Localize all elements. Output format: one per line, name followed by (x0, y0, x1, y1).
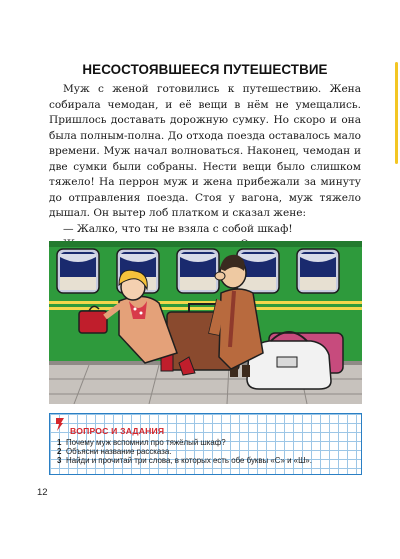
questions-panel (49, 413, 362, 475)
question-item (57, 456, 312, 465)
question-number: 1 (57, 438, 62, 447)
train-platform-illustration (49, 241, 362, 404)
question-text: Почему муж вспомнил про тяжёлый шкаф? (66, 438, 226, 447)
question-number: 2 (57, 447, 62, 456)
story-paragraph: Муж с женой готовились к путешествию. Жена собирала чемодан, и её вещи в нём не умещались. Пришлось доставать дорожную сумку. Но скоро и она была полным-полна. До отхода поезда оставалось мало времени. Муж начал волноваться. Наконец, чемодан и две сумки были собраны. Нести вещи было слишком тяжело! На перрон муж и жена прибежали за минуту до отправления поезда. Стоя у вагона, муж тяжело дышал. Он вытер лоб платком и сказал жене: (49, 83, 361, 220)
story-paragraph: — Жалко, что ты не взяла с собой шкаф! (63, 222, 293, 235)
question-item (57, 447, 171, 456)
question-text: Объясни название рассказа. (66, 447, 172, 456)
question-item (57, 438, 226, 447)
train-windows (57, 249, 339, 293)
side-accent-bar (395, 62, 398, 164)
page-number: 12 (37, 487, 48, 498)
question-text: Найди и прочитай три слова, в которых есть обе буквы «С» и «Ш». (66, 456, 312, 465)
questions-heading: ВОПРОС И ЗАДАНИЯ (70, 426, 165, 436)
question-number: 3 (57, 456, 62, 465)
story-title: НЕСОСТОЯВШЕЕСЯ ПУТЕШЕСТВИЕ (82, 62, 328, 77)
question-mark-icon (53, 416, 69, 432)
